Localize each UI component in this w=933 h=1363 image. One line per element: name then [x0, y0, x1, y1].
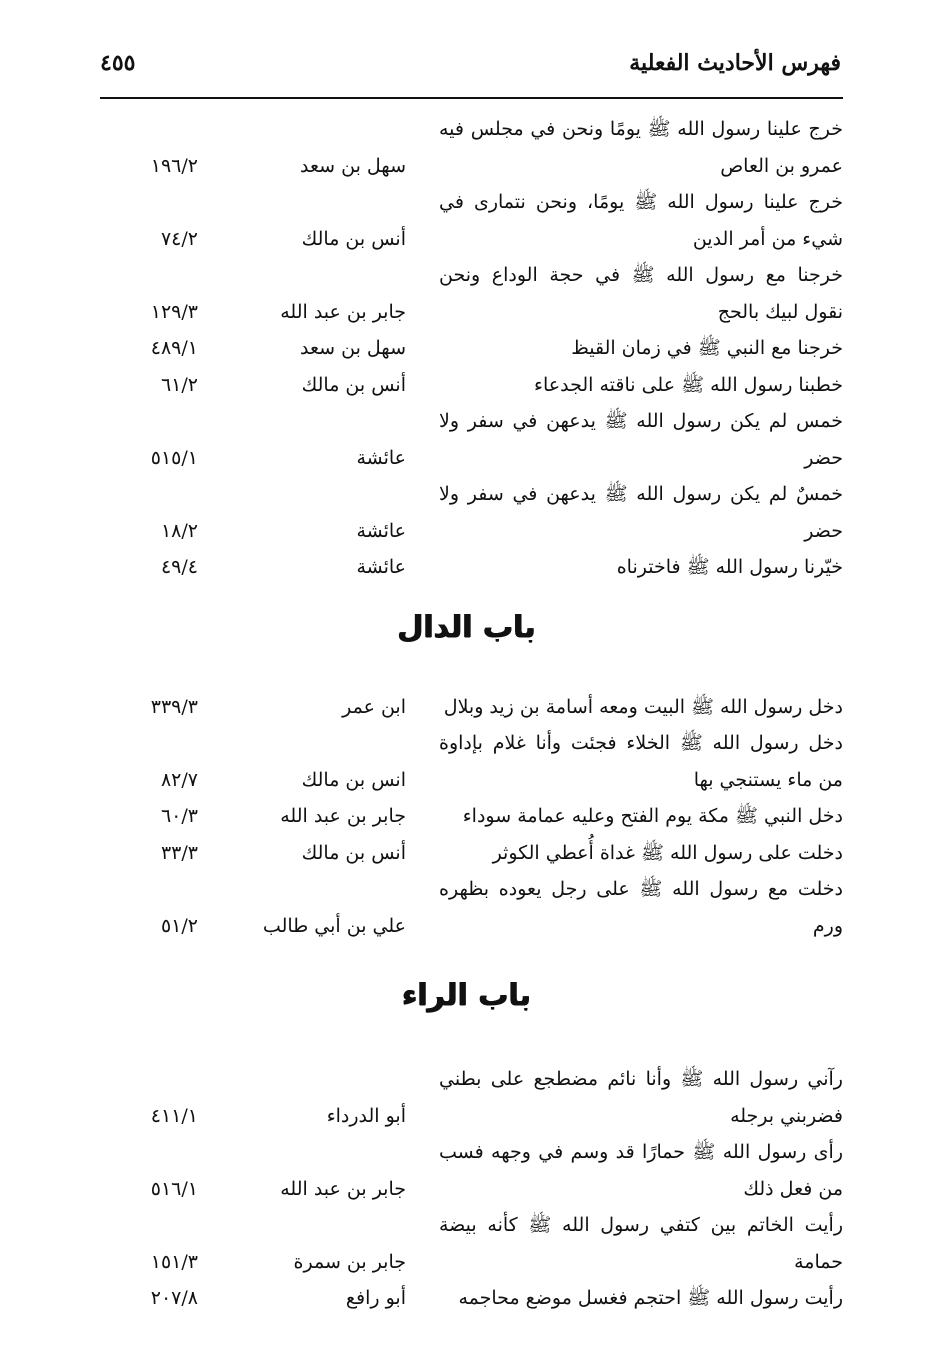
index-entry — [0, 367, 933, 404]
hadith-text: خمس لم يكن رسول الله ﷺ يدعهن في سفر ولا — [439, 410, 843, 432]
index-section — [0, 958, 933, 1317]
volume-page-ref: ٤٩/٤ — [160, 556, 198, 578]
narrator: سهل بن سعد — [300, 154, 406, 177]
header-rule — [100, 97, 843, 99]
entry-line — [0, 476, 933, 513]
section-heading-text: باب الدال — [397, 609, 536, 645]
hadith-text: ورم — [812, 914, 843, 937]
narrator: علي بن أبي طالب — [262, 914, 406, 937]
index-section — [0, 586, 933, 959]
entry-line — [0, 798, 933, 835]
index-entry — [0, 184, 933, 257]
entry-line — [0, 1207, 933, 1244]
index-entry — [0, 1134, 933, 1207]
narrator: أنس بن مالك — [301, 227, 406, 250]
hadith-text: رأيت الخاتم بين كتفي رسول الله ﷺ كأنه بيضة — [439, 1214, 843, 1236]
narrator: جابر بن عبد الله — [280, 300, 406, 323]
narrator: جابر بن عبد الله — [280, 805, 406, 827]
index-section — [0, 111, 933, 586]
entry-line — [0, 549, 933, 586]
index-entry — [0, 1061, 933, 1134]
entry-line — [0, 257, 933, 294]
narrator: جابر بن عبد الله — [280, 1177, 406, 1200]
narrator: ابن عمر — [342, 695, 406, 718]
index-entry — [0, 549, 933, 586]
entry-line — [0, 294, 933, 331]
hadith-text: من فعل ذلك — [743, 1177, 843, 1200]
hadith-text: دخل رسول الله ﷺ الخلاء فجئت وأنا غلام بإداوة — [439, 732, 843, 754]
volume-page-ref: ٣٣/٣ — [160, 841, 198, 864]
index-entry — [0, 1280, 933, 1317]
entry-line — [0, 1244, 933, 1281]
entry-line — [0, 403, 933, 440]
narrator: أبو رافع — [345, 1287, 406, 1309]
volume-page-ref: ٤١١/١ — [150, 1104, 198, 1127]
narrator: عائشة — [356, 446, 406, 469]
section-heading-text: باب الراء — [402, 978, 531, 1013]
entry-line — [0, 513, 933, 550]
volume-page-ref: ٨٢/٧ — [160, 768, 198, 791]
hadith-text: من ماء يستنجي بها — [693, 768, 843, 791]
index-entry — [0, 111, 933, 184]
volume-page-ref: ٧٤/٢ — [160, 227, 198, 250]
narrator: عائشة — [356, 519, 406, 542]
entry-line — [0, 1061, 933, 1098]
volume-page-ref: ٣٣٩/٣ — [150, 695, 198, 718]
entry-line — [0, 908, 933, 945]
section-heading — [0, 586, 933, 689]
volume-page-ref: ١٢٩/٣ — [150, 300, 198, 323]
hadith-text: خمسٌ لم يكن رسول الله ﷺ يدعهن في سفر ولا — [439, 483, 843, 505]
entry-line — [0, 835, 933, 872]
narrator: انس بن مالك — [301, 768, 406, 791]
index-entry — [0, 871, 933, 944]
page-number: ٤٥٥ — [100, 50, 136, 76]
entry-line — [0, 111, 933, 148]
entry-line — [0, 1098, 933, 1135]
hadith-text: رأيت رسول الله ﷺ احتجم فغسل موضع محاجمه — [458, 1287, 843, 1309]
narrator: أنس بن مالك — [301, 373, 406, 396]
volume-page-ref: ٦١/٢ — [160, 373, 198, 396]
entry-line — [0, 330, 933, 367]
volume-page-ref: ٦٠/٣ — [160, 805, 198, 827]
volume-page-ref: ١٥١/٣ — [150, 1250, 198, 1273]
volume-page-ref: ٥١٦/١ — [150, 1177, 198, 1200]
volume-page-ref: ٥١٥/١ — [150, 446, 198, 469]
hadith-text: خرجنا مع رسول الله ﷺ في حجة الوداع ونحن — [439, 264, 843, 286]
hadith-text: خطبنا رسول الله ﷺ على ناقته الجدعاء — [534, 373, 843, 396]
index-entry — [0, 257, 933, 330]
entry-line — [0, 1134, 933, 1171]
entry-line — [0, 1280, 933, 1317]
volume-page-ref: ١٩٦/٢ — [150, 154, 198, 177]
narrator: أبو الدرداء — [326, 1104, 406, 1127]
index-entry — [0, 798, 933, 835]
entry-line — [0, 725, 933, 762]
hadith-text: حضر — [804, 446, 843, 469]
index-entry — [0, 835, 933, 872]
entry-line — [0, 762, 933, 799]
hadith-text: دخلت على رسول الله ﷺ غداة أُعطي الكوثر — [492, 841, 843, 864]
hadith-text: خرج علينا رسول الله ﷺ يومًا، ونحن نتمارى في — [439, 191, 843, 213]
hadith-text: حضر — [804, 519, 843, 542]
hadith-text: دخل النبي ﷺ مكة يوم الفتح وعليه عمامة سوداء — [462, 805, 843, 827]
hadith-text: حمامة — [794, 1250, 843, 1273]
hadith-text: خرج علينا رسول الله ﷺ يومًا ونحن في مجلس فيه — [439, 118, 843, 140]
index-entry — [0, 1207, 933, 1280]
hadith-text: شيء من أمر الدين — [692, 227, 843, 250]
index-entry — [0, 403, 933, 476]
index-entry — [0, 725, 933, 798]
narrator: عائشة — [356, 556, 406, 578]
volume-page-ref: ٢٠٧/٨ — [150, 1287, 198, 1309]
volume-page-ref: ٥١/٢ — [160, 914, 198, 937]
entry-line — [0, 440, 933, 477]
entry-line — [0, 689, 933, 726]
hadith-text: عمرو بن العاص — [720, 154, 843, 177]
hadith-text: خيّرنا رسول الله ﷺ فاخترناه — [616, 556, 843, 578]
index-entry — [0, 330, 933, 367]
hadith-text: دخلت مع رسول الله ﷺ على رجل يعوده بظهره — [439, 878, 843, 900]
narrator: جابر بن سمرة — [293, 1250, 406, 1273]
index-entry — [0, 476, 933, 549]
narrator: أنس بن مالك — [301, 841, 406, 864]
entry-line — [0, 367, 933, 404]
volume-page-ref: ٤٨٩/١ — [150, 337, 198, 359]
hadith-text: رآني رسول الله ﷺ وأنا نائم مضطجع على بطني — [439, 1068, 843, 1090]
running-header-title: فهرس الأحاديث الفعلية — [629, 50, 841, 76]
section-heading — [0, 958, 933, 1061]
entry-line — [0, 871, 933, 908]
hadith-text: دخل رسول الله ﷺ البيت ومعه أسامة بن زيد وبلال — [443, 695, 843, 718]
entry-line — [0, 221, 933, 258]
index-entry — [0, 689, 933, 726]
narrator: سهل بن سعد — [300, 337, 406, 359]
hadith-text: نقول لبيك بالحج — [717, 300, 843, 323]
entry-line — [0, 1171, 933, 1208]
hadith-text: رأى رسول الله ﷺ حمارًا قد وسم في وجهه فسب — [439, 1141, 843, 1163]
index-content — [0, 111, 933, 1317]
hadith-text: فضربني برجله — [730, 1104, 843, 1127]
volume-page-ref: ١٨/٢ — [160, 519, 198, 542]
entry-line — [0, 148, 933, 185]
hadith-text: خرجنا مع النبي ﷺ في زمان القيظ — [571, 337, 843, 359]
entry-line — [0, 184, 933, 221]
